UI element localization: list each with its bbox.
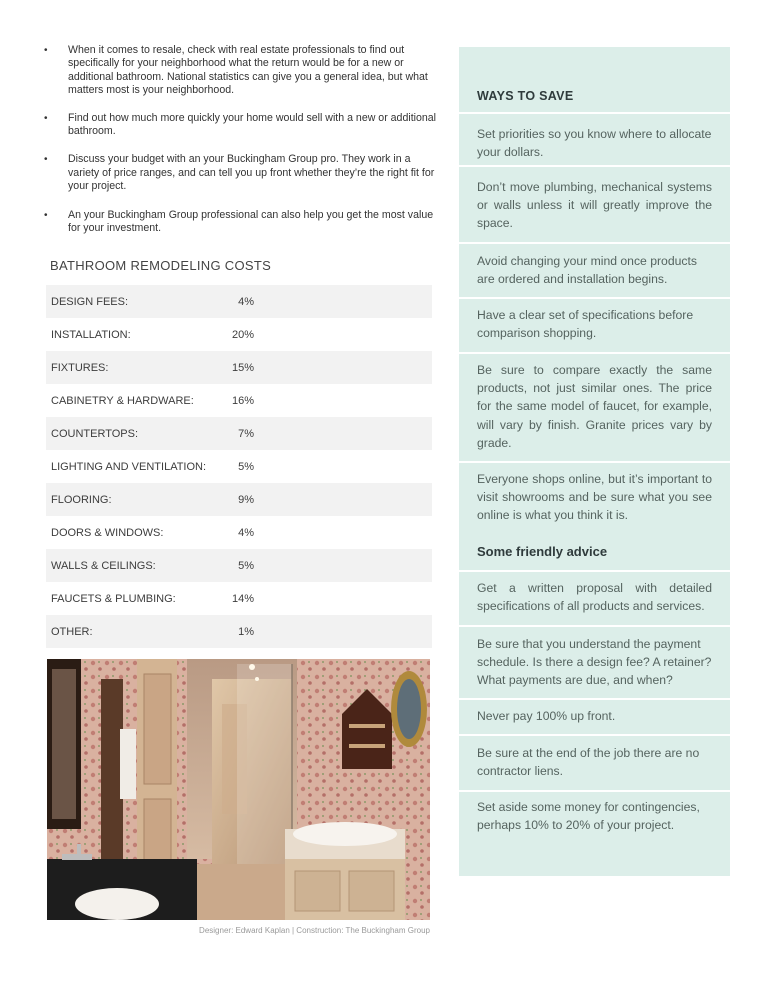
tip-item: Be sure to compare exactly the same products, not just similar ones. The price for the same model of faucet, for example, will vary by finish. Granite prices vary by grade. bbox=[477, 363, 712, 450]
bullet-icon: • bbox=[44, 45, 48, 56]
advice-item: Never pay 100% up front. bbox=[477, 709, 616, 723]
cost-label: COUNTERTOPS: bbox=[51, 427, 138, 440]
ways-to-save-heading: WAYS TO SAVE bbox=[477, 89, 574, 103]
cost-value: 5% bbox=[238, 559, 254, 572]
bullet-text: An your Buckingham Group professional can also help you get the most value for your investment. bbox=[68, 208, 434, 235]
cost-label: CABINETRY & HARDWARE: bbox=[51, 394, 194, 407]
cost-label: DOORS & WINDOWS: bbox=[51, 526, 164, 539]
cost-label: WALLS & CEILINGS: bbox=[51, 559, 156, 572]
divider bbox=[459, 734, 730, 736]
bullet-text: Discuss your budget with an your Buckingham Group pro. They work in a variety of price ranges, and can tell you up front whether they’re the right fit for your project. bbox=[68, 153, 435, 193]
cost-row-doors-windows bbox=[46, 516, 432, 549]
divider bbox=[459, 352, 730, 354]
bullet-text: When it comes to resale, check with real estate professionals to find out specifically for your neighborhood what the return would be for a new or additional bathroom. National statistics can give you a general idea, but what matters most is your neighborhood. bbox=[68, 44, 428, 97]
cost-row-cabinetry bbox=[46, 384, 432, 417]
cost-label: OTHER: bbox=[51, 625, 93, 638]
bullet-item bbox=[42, 153, 437, 193]
cost-value: 9% bbox=[238, 493, 254, 506]
advice-item: Get a written proposal with detailed specifications of all products and services. bbox=[477, 581, 712, 614]
divider bbox=[459, 297, 730, 299]
bullet-icon: • bbox=[44, 154, 48, 166]
photo-caption: Designer: Edward Kaplan | Construction: The Buckingham Group bbox=[199, 926, 430, 935]
cost-row-design-fees bbox=[46, 285, 432, 318]
divider bbox=[459, 112, 730, 114]
bullet-item bbox=[42, 209, 437, 236]
cost-value: 20% bbox=[231, 328, 254, 341]
cost-row-faucets-plumbing bbox=[46, 582, 432, 615]
tip-item: Don’t move plumbing, mechanical systems or walls unless it will greatly improve the space. bbox=[477, 180, 712, 231]
divider bbox=[459, 698, 730, 700]
cost-value: 4% bbox=[238, 526, 254, 539]
cost-label: LIGHTING AND VENTILATION: bbox=[51, 460, 207, 473]
cost-value: 14% bbox=[231, 592, 254, 605]
cost-row-other bbox=[46, 615, 432, 648]
divider bbox=[459, 461, 730, 463]
tip-item: Avoid changing your mind once products are ordered and installation begins. bbox=[477, 254, 697, 287]
bullet-item bbox=[42, 44, 437, 98]
cost-row-lighting bbox=[46, 450, 432, 483]
costs-heading: BATHROOM REMODELING COSTS bbox=[50, 258, 272, 273]
bathroom-illustration bbox=[47, 659, 430, 920]
cost-row-fixtures bbox=[46, 351, 432, 384]
divider bbox=[459, 570, 730, 572]
cost-label: FIXTURES: bbox=[51, 361, 109, 374]
advice-item: Be sure that you understand the payment schedule. Is there a design fee? A retainer? What payments are due, and when? bbox=[477, 637, 712, 688]
advice-item: Be sure at the end of the job there are no contractor liens. bbox=[477, 746, 700, 779]
bullet-icon: • bbox=[44, 209, 48, 221]
cost-label: FLOORING: bbox=[51, 493, 112, 506]
cost-row-walls-ceilings bbox=[46, 549, 432, 582]
cost-value: 15% bbox=[231, 361, 254, 374]
cost-value: 7% bbox=[238, 427, 254, 440]
cost-value: 1% bbox=[238, 625, 254, 638]
divider bbox=[459, 625, 730, 627]
costs-table bbox=[46, 285, 432, 648]
bathroom-photo bbox=[47, 659, 430, 920]
tip-item: Set priorities so you know where to allocate your dollars. bbox=[477, 127, 712, 160]
cost-value: 4% bbox=[238, 295, 254, 308]
divider bbox=[459, 165, 730, 167]
cost-value: 5% bbox=[238, 460, 254, 473]
friendly-advice-heading: Some friendly advice bbox=[477, 544, 608, 559]
advice-item: Set aside some money for contingencies, perhaps 10% to 20% of your project. bbox=[477, 800, 700, 833]
ways-to-save-panel bbox=[459, 47, 730, 876]
divider bbox=[459, 790, 730, 792]
tip-item: Have a clear set of specifications before comparison shopping. bbox=[477, 308, 694, 341]
tip-item: Everyone shops online, but it’s important to visit showrooms and be sure what you see online is what you think it is. bbox=[477, 472, 712, 523]
resale-bullet-list bbox=[42, 44, 437, 249]
cost-row-countertops bbox=[46, 417, 432, 450]
cost-label: DESIGN FEES: bbox=[51, 295, 129, 308]
cost-row-flooring bbox=[46, 483, 432, 516]
cost-label: INSTALLATION: bbox=[51, 328, 131, 341]
cost-value: 16% bbox=[231, 394, 254, 407]
bullet-text: Find out how much more quickly your home would sell with a new or additional bathroom. bbox=[68, 111, 437, 138]
cost-label: FAUCETS & PLUMBING: bbox=[51, 592, 176, 605]
bullet-icon: • bbox=[44, 112, 48, 124]
divider bbox=[459, 242, 730, 244]
bullet-item bbox=[42, 112, 437, 139]
cost-row-installation bbox=[46, 318, 432, 351]
